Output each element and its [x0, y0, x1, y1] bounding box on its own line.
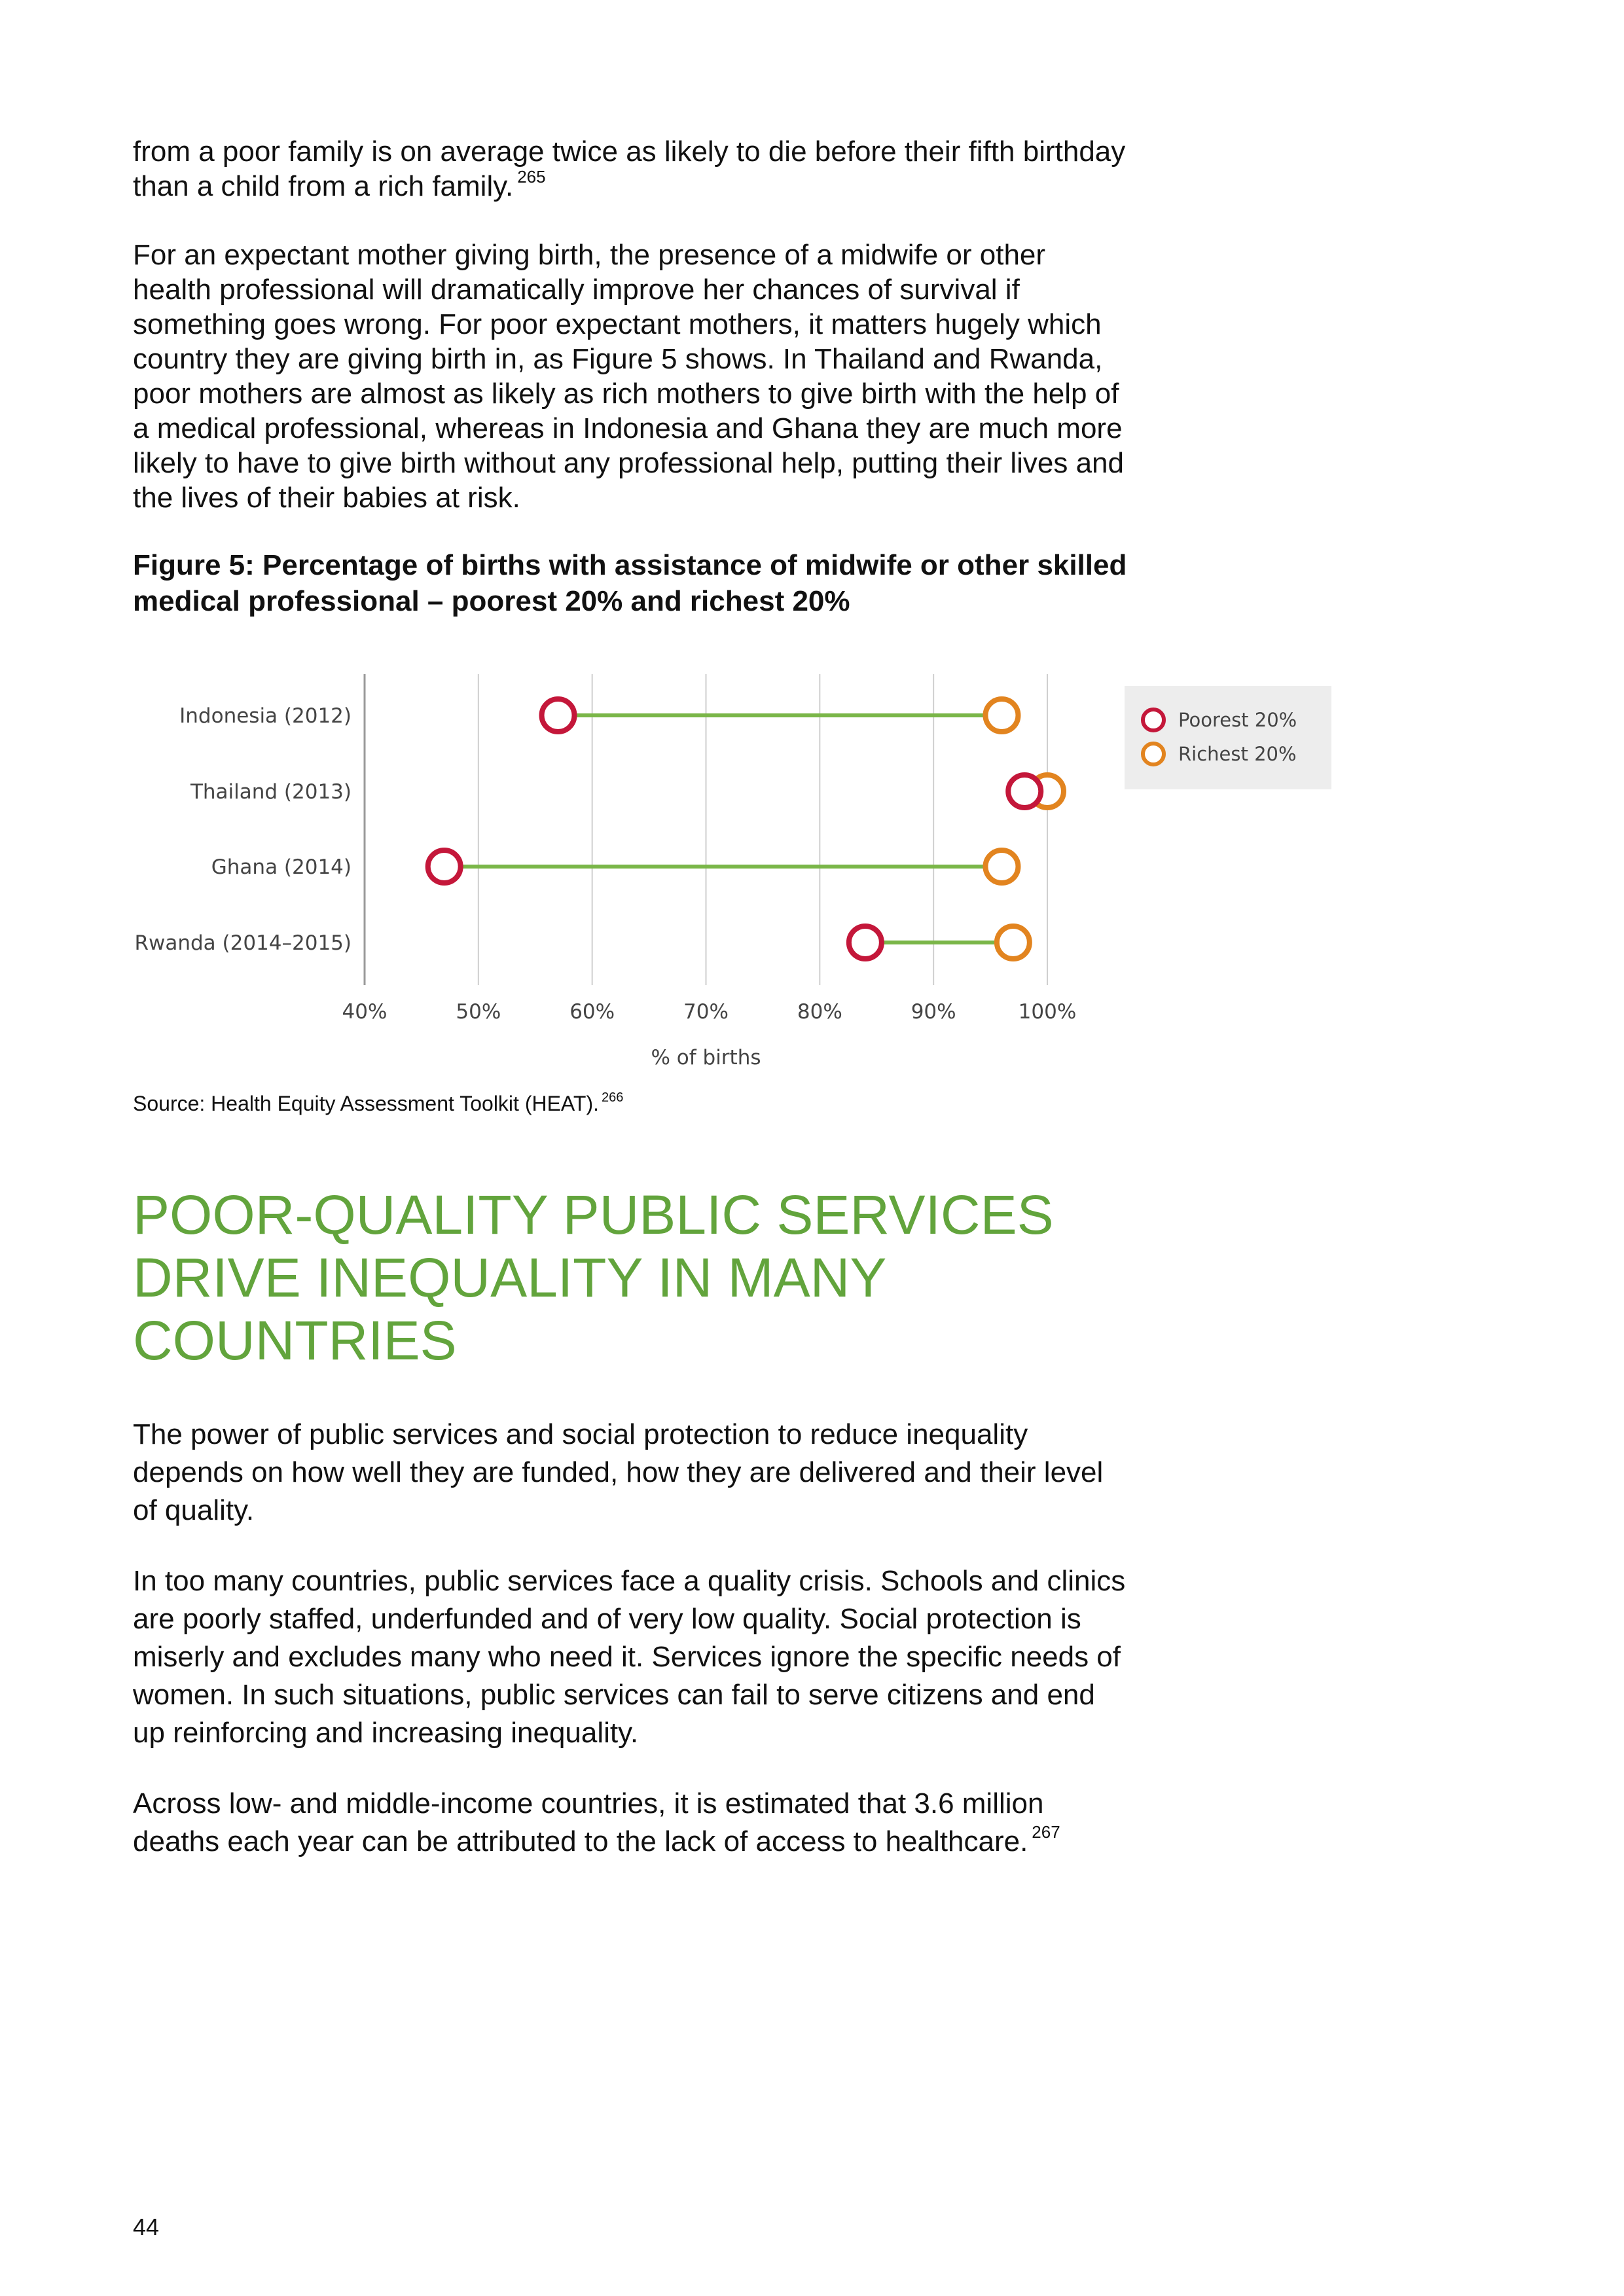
footnote-ref-266[interactable]: 266 — [601, 1090, 624, 1105]
legend-marker-1 — [1143, 744, 1164, 764]
section-paragraph-3 — [133, 1785, 1128, 1861]
x-tick-label-90: 90% — [911, 1000, 956, 1024]
chart-marks — [428, 699, 1064, 959]
marker-poorest-0 — [542, 699, 575, 732]
chart-legend — [1125, 686, 1331, 789]
section-paragraph-3-text: Across low- and middle-income countries, it is estimated that 3.6 million deaths each year can be attributed to the lack of access to healthcare. — [133, 1787, 1044, 1857]
x-axis-title: % of births — [651, 1046, 761, 1069]
figure-source — [133, 1090, 623, 1117]
x-tick-label-100: 100% — [1018, 1000, 1077, 1024]
figure-5-dumbbell-chart — [0, 0, 1624, 1113]
marker-richest-0 — [985, 699, 1018, 732]
category-label-3: Rwanda (2014–2015) — [134, 931, 352, 955]
section-paragraph-2: In too many countries, public services face a quality crisis. Schools and clinics are poorly staffed, underfunded and of very low quality. Social protection is miserly and excludes many who need it. Services ignore the specific needs of women. In such situations, public services can fail to serve citizens and end up reinforcing and increasing inequality. — [133, 1565, 1126, 1749]
footnote-ref-267[interactable]: 267 — [1032, 1822, 1060, 1842]
x-tick-label-80: 80% — [797, 1000, 842, 1024]
page-number: 44 — [133, 2214, 160, 2240]
marker-richest-2 — [985, 850, 1018, 883]
intro-paragraph-text: from a poor family is on average twice as likely to die before their fifth birthday than a child from a rich family. — [133, 135, 1126, 202]
figure-source-text: Source: Health Equity Assessment Toolkit (HEAT). — [133, 1092, 599, 1115]
section-paragraph-1: The power of public services and social protection to reduce inequality depends on how well they are funded, how they are delivered and their level of quality. — [133, 1418, 1104, 1526]
legend-label-0: Poorest 20% — [1178, 709, 1297, 731]
x-tick-label-40: 40% — [342, 1000, 388, 1024]
figure-5-chart-container — [0, 0, 1624, 1113]
chart-axes — [134, 704, 1076, 1069]
section-heading: POOR-QUALITY PUBLIC SERVICES DRIVE INEQUALITY IN MANY COUNTRIES — [133, 1184, 1054, 1371]
x-tick-label-60: 60% — [569, 1000, 615, 1024]
midwife-paragraph: For an expectant mother giving birth, the presence of a midwife or other health professional will dramatically improve her chances of survival if something goes wrong. For poor expectant mothers, it matters hugely which country they are giving birth in, as Figure 5 shows. In Thailand and Rwanda, poor mothers are almost as likely as rich mothers to give birth with the help of a medical professional, whereas in Indonesia and Ghana they are much more likely to have to give birth without any professional help, putting their lives and the lives of their babies at risk. — [133, 239, 1124, 514]
x-tick-label-70: 70% — [683, 1000, 729, 1024]
category-label-2: Ghana (2014) — [211, 855, 352, 879]
legend-marker-0 — [1143, 709, 1164, 730]
legend-box — [1125, 686, 1331, 789]
chart-gridlines — [365, 674, 1047, 985]
legend-label-1: Richest 20% — [1178, 743, 1297, 765]
figure-caption: Figure 5: Percentage of births with assistance of midwife or other skilled medical professional – poorest 20% and richest 20% — [133, 549, 1127, 617]
footnote-ref-265[interactable]: 265 — [517, 167, 546, 187]
category-label-1: Thailand (2013) — [190, 780, 352, 804]
marker-richest-3 — [997, 926, 1030, 959]
marker-poorest-3 — [849, 926, 882, 959]
marker-poorest-1 — [1008, 775, 1041, 808]
category-label-0: Indonesia (2012) — [179, 704, 352, 728]
x-tick-label-50: 50% — [456, 1000, 501, 1024]
marker-poorest-2 — [428, 850, 461, 883]
